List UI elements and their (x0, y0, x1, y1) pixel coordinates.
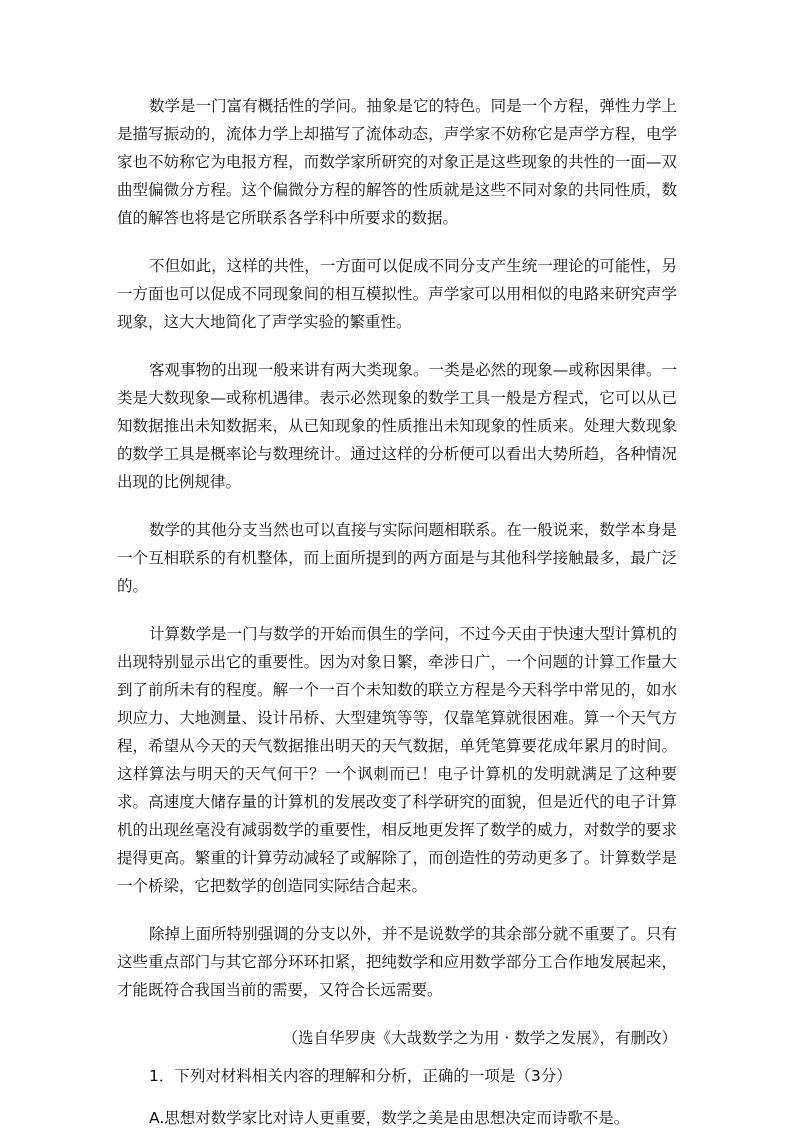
paragraph-6: 除掉上面所特别强调的分支以外，并不是说数学的其余部分就不重要了。只有这些重点部门与其它部分环环扣紧，把纯数学和应用数学部分工合作地发展起来，才能既符合我国当前的需要，又符合长远需要。 (117, 925, 677, 999)
paragraph-3: 客观事物的出现一般来讲有两大类现象。一类是必然的现象—或称因果律。一类是大数现象—或称机遇律。表示必然现象的数学工具一般是方程式，它可以从已知数据推出未知数据来，从已知现象的性质推出未知现象的性质来。处理大数现象的数学工具是概率论与数理统计。通过这样的分析便可以看出大势所趋，各种情况出现的比例规律。 (117, 361, 677, 491)
document-body (117, 92, 677, 1132)
paragraph-4: 数学的其他分支当然也可以直接与实际问题相联系。在一般说来，数学本身是一个互相联系的有机整体，而上面所提到的两方面是与其他科学接触最多，最广泛的。 (117, 521, 677, 595)
option-a: A.思想对数学家比对诗人更重要，数学之美是由思想决定而诗歌不是。 (149, 1109, 630, 1127)
paragraph-5: 计算数学是一门与数学的开始而俱生的学问，不过今天由于快速大型计算机的出现特别显示出它的重要性。因为对象日繁，牵涉日广，一个问题的计算工作量大到了前所未有的程度。解一个一百个未知数的联立方程是今天科学中常见的，如水坝应力、大地测量、设计吊桥、大型建筑等等，仅靠笔算就很困难。算一个天气方程，希望从今天的天气数据推出明天的天气数据，单凭笔算要花成年累月的时间。这样算法与明天的天气何干？一个讽刺而已！电子计算机的发明就满足了这种要求。高速度大储存量的计算机的发展改变了科学研究的面貌，但是近代的电子计算机的出现丝毫没有减弱数学的重要性，相反地更发挥了数学的威力，对数学的要求提得更高。繁重的计算劳动减轻了或解除了，而创造性的劳动更多了。计算数学是一个桥梁，它把数学的创造同实际结合起来。 (117, 625, 677, 895)
question-1: 1．下列对材料相关内容的理解和分析，正确的一项是（3分） (149, 1067, 572, 1085)
paragraph-2: 不但如此，这样的共性，一方面可以促成不同分支产生统一理论的可能性，另一方面也可以促成不同现象间的相互模拟性。声学家可以用相似的电路来研究声学现象，这大大地简化了声学实验的繁重性。 (117, 257, 677, 331)
paragraph-1: 数学是一门富有概括性的学问。抽象是它的特色。同是一个方程，弹性力学上是描写振动的，流体力学上却描写了流体动态，声学家不妨称它是声学方程，电学家也不妨称它为电报方程，而数学家所研究的对象正是这些现象的共性的一面—双曲型偏微分方程。这个偏微分方程的解答的性质就是这些不同对象的共同性质，数值的解答也将是它所联系各学科中所要求的数据。 (117, 97, 677, 227)
source-citation: （选自华罗庚《大哉数学之为用 · 数学之发展》，有删改） (282, 1029, 677, 1047)
